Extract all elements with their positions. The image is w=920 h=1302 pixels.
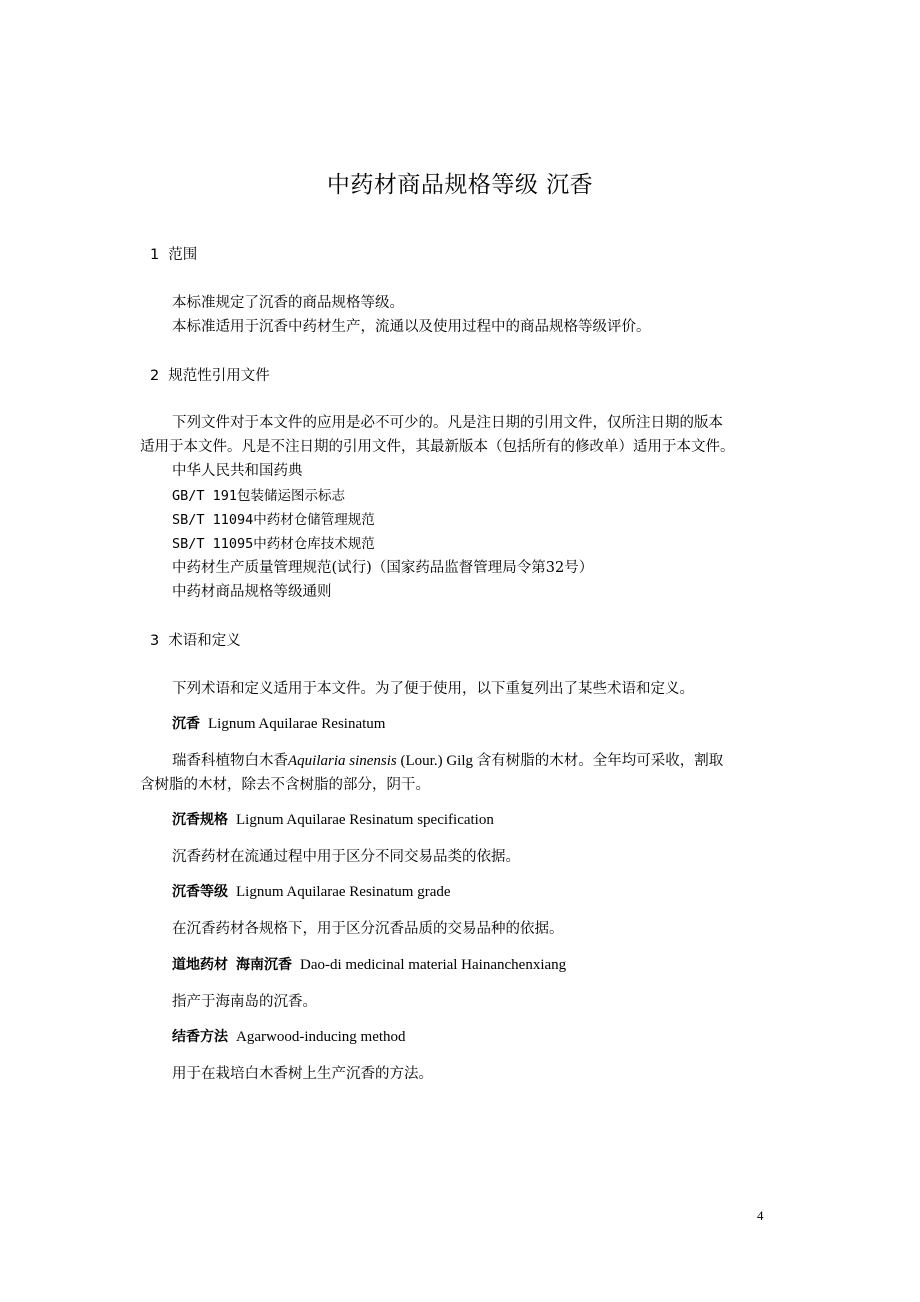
definition-text: 含有树脂的木材。全年均可采收，割取: [476, 753, 724, 769]
section-heading-scope: [150, 243, 197, 264]
term-heading: [172, 954, 566, 974]
term-definition: 在沉香药材各规格下，用于区分沉香品质的交易品种的依据。: [172, 921, 564, 937]
term-en: Dao-di medicinal material Hainanchenxiang: [300, 957, 567, 973]
term-zh: 沉香等级: [172, 884, 228, 900]
term-definition: 沉香药材在流通过程中用于区分不同交易品类的依据。: [172, 849, 520, 865]
scope-line-2: 本标准适用于沉香中药材生产，流通以及使用过程中的商品规格等级评价。: [172, 319, 651, 335]
section-title: 范围: [168, 247, 198, 263]
section-number: 1: [150, 247, 160, 263]
section-title: 术语和定义: [168, 633, 241, 649]
section-number: 3: [150, 633, 160, 649]
term-zh: 沉香规格: [172, 812, 228, 828]
reference-item: SB/T 11095中药材仓库技术规范: [172, 536, 375, 552]
reference-item: 中药材商品规格等级通则: [172, 584, 332, 600]
term-definition: 用于在栽培白木香树上生产沉香的方法。: [172, 1066, 433, 1082]
scope-line-1: 本标准规定了沉香的商品规格等级。: [172, 295, 404, 311]
reference-item: 中药材生产质量管理规范(试行)（国家药品监督管理局令第32号）: [172, 560, 594, 576]
term-heading: [172, 713, 385, 733]
term-definition: 指产于海南岛的沉香。: [172, 994, 317, 1010]
references-intro-line-1: 下列文件对于本文件的应用是必不可少的。凡是注日期的引用文件，仅所注日期的版本: [172, 415, 723, 431]
term-en: Lignum Aquilarae Resinatum grade: [236, 884, 451, 900]
term-zh: 沉香: [172, 716, 200, 732]
definition-text: 瑞香科植物白木香: [172, 753, 288, 769]
reference-item: 中华人民共和国药典: [172, 463, 303, 479]
document-title: 中药材商品规格等级 沉香: [326, 172, 594, 198]
section-heading-references: [150, 364, 270, 385]
section-number: 2: [150, 368, 160, 384]
reference-item: GB/T 191包装储运图示标志: [172, 488, 346, 504]
term-zh: 道地药材: [172, 957, 228, 973]
term-heading: [172, 1026, 406, 1046]
term-heading: [172, 881, 451, 901]
page-number: 4: [757, 1208, 764, 1223]
reference-item: SB/T 11094中药材仓储管理规范: [172, 512, 375, 528]
term-definition: [172, 749, 723, 770]
section-title: 规范性引用文件: [168, 368, 270, 384]
references-intro-line-2: 适用于本文件。凡是不注日期的引用文件，其最新版本（包括所有的修改单）适用于本文件。: [140, 439, 735, 455]
term-zh: 结香方法: [172, 1029, 228, 1045]
term-en: Lignum Aquilarae Resinatum: [208, 716, 386, 732]
terms-intro: 下列术语和定义适用于本文件。为了便于使用，以下重复列出了某些术语和定义。: [172, 681, 694, 697]
term-en: Lignum Aquilarae Resinatum specification: [236, 812, 494, 828]
term-en: Agarwood-inducing method: [236, 1029, 406, 1045]
term-heading: [172, 809, 494, 829]
section-heading-terms: [150, 629, 241, 650]
latin-name: Aquilaria sinensis: [288, 753, 397, 769]
term-zh-secondary: 海南沉香: [236, 957, 292, 973]
latin-author: (Lour.) Gilg: [396, 753, 477, 769]
term-definition-line-2: 含树脂的木材，除去不含树脂的部分，阴干。: [140, 777, 430, 793]
